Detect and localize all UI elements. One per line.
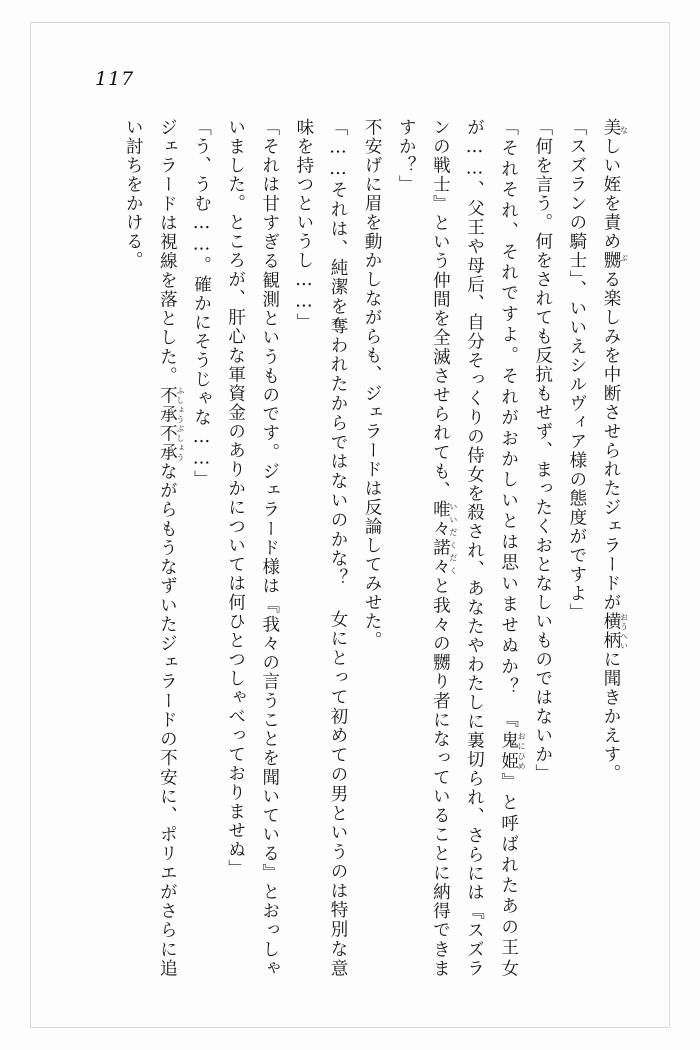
- ruby-text: 唯々諾々いいだくだく: [430, 500, 458, 577]
- paragraph: 不安げに眉を動かしながらも、ジェラードは反論してみせた。: [362, 118, 383, 650]
- ruby-text: 不承不承ふしょうぶしょう: [157, 385, 185, 463]
- paragraph: 美しい姪を責め嬲なぶる楽しみを中断させられたジェラードが横柄おうへいに聞きかえす。: [601, 118, 629, 783]
- ruby-text: 鬼姫おにひめ: [498, 731, 527, 773]
- paragraph: 「何を言う。何をされても反抗もせず、まったくおとなしいものではないか」: [532, 118, 553, 783]
- paragraph: 「……それは、純潔を奪われたからではないのかな？ 女にとって初めての男というのは特別な意味を持つというし……」: [293, 118, 348, 978]
- ruby-text: 美しい姪を責め嬲なぶ: [601, 118, 629, 270]
- paragraph: 「う、うむ……。確かにそうじゃな……」: [191, 118, 212, 489]
- page-number: 117: [95, 68, 135, 90]
- paragraph: 「それそれ、それですよ。それがおかしいとは思いませぬか？ 『鬼姫おにひめ』と呼ばれたあの王女が……、父王や母后、自分そっくりの侍女を殺され、あなたやわたしに裏切られ、さらには『スズランの戦士』という仲間を全滅させられても、唯々諾々いいだくだくと我々の嬲り者になっていることに納得できますか？」: [396, 118, 527, 979]
- paragraph: 「スズランの騎士」、いいえシルヴィア様の態度がですよ」: [566, 118, 587, 623]
- body-text-column: [88, 118, 628, 978]
- paragraph: 「それは甘すぎる観測というものです。ジェラード様は『我々の言うことを聞いている』とおっしゃいました。ところが、肝心な軍資金のありかについては何ひとつしゃべっておりませぬ」: [225, 118, 280, 979]
- ruby-text: 横柄おうへい: [601, 612, 629, 650]
- paragraph: ジェラードは視線を落とした。不承不承ふしょうぶしょうながらもうなずいたジェラードの不安に、ポリエがさらに追い討ちをかける。: [123, 118, 185, 979]
